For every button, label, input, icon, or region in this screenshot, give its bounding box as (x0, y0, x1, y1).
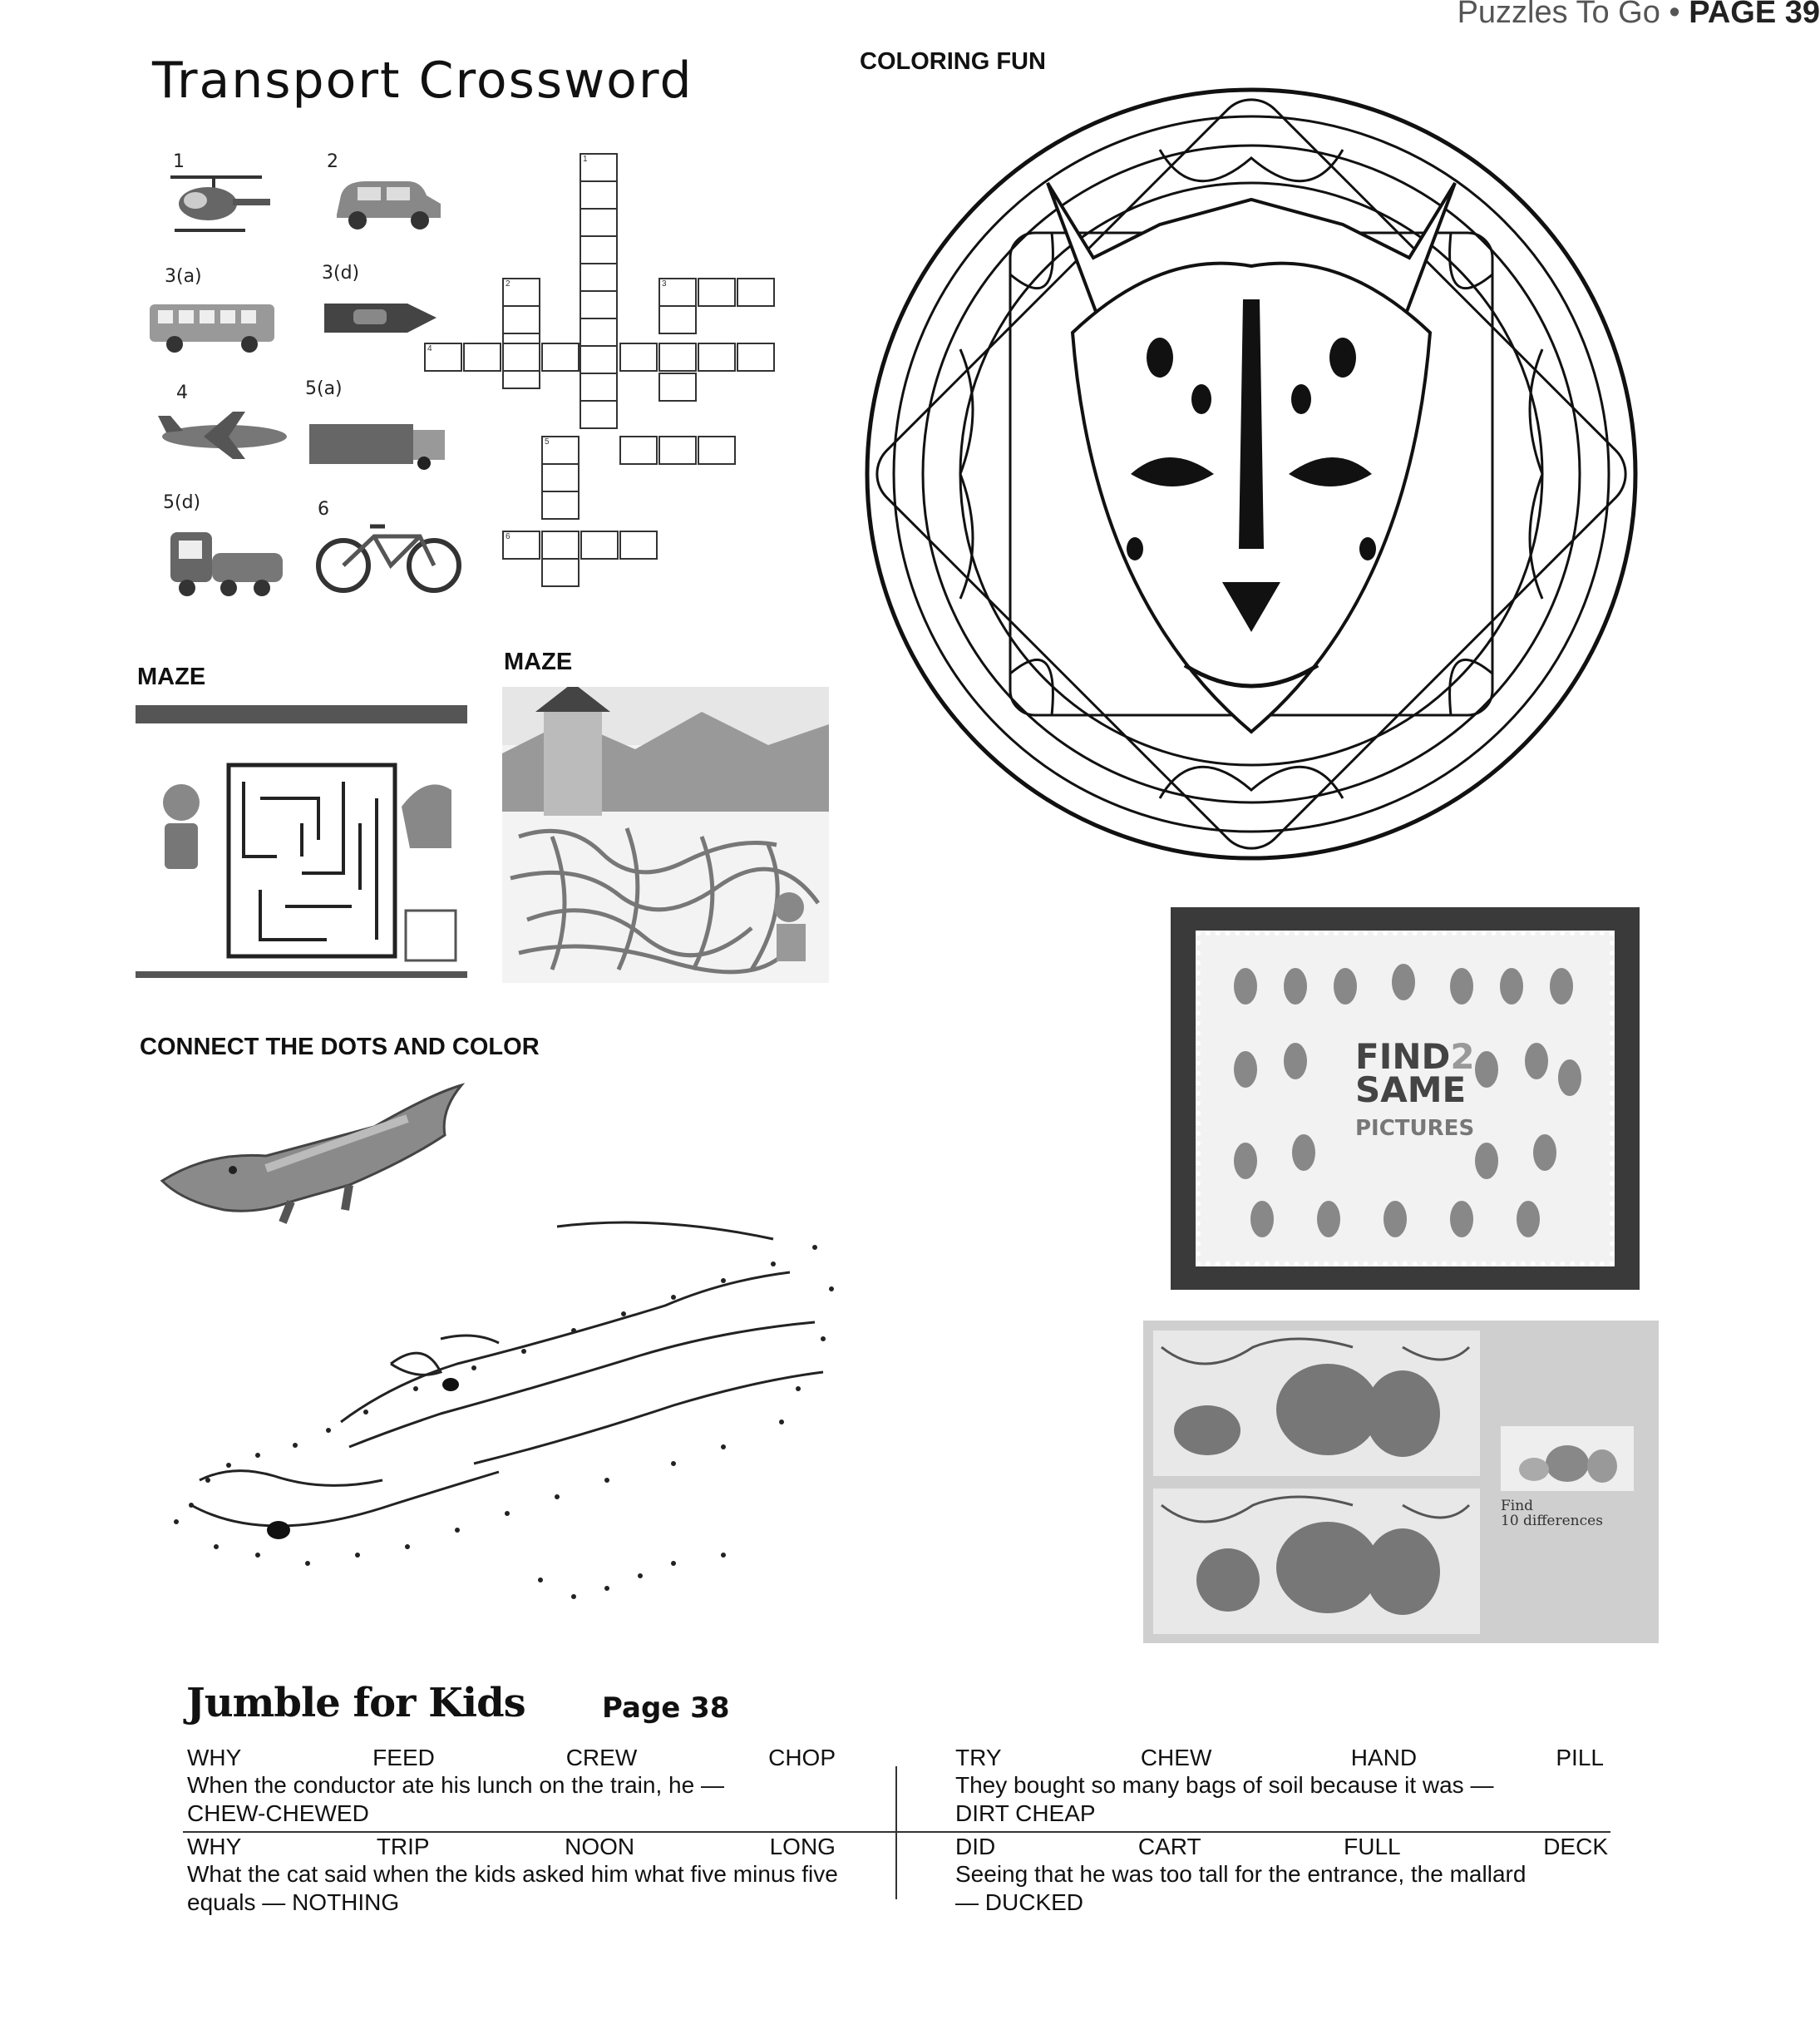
jumble-divider-vertical (895, 1766, 897, 1899)
crossword-cell[interactable] (580, 318, 618, 347)
crossword-cell[interactable] (541, 436, 580, 465)
clue-number-5: 5 (545, 437, 550, 447)
crossword-cell[interactable] (502, 343, 540, 372)
clue-label-1: 1 (173, 151, 185, 172)
crossword-cell[interactable] (541, 343, 580, 372)
crossword-cell[interactable] (658, 278, 697, 307)
crossword-cell[interactable] (658, 305, 697, 334)
jumble-answer: CHEW-CHEWED (187, 1800, 369, 1826)
find-same-line3: PICTURES (1355, 1116, 1475, 1141)
jumble-word: FULL (1344, 1834, 1401, 1859)
crossword-cell[interactable] (698, 278, 736, 307)
differences-thumbnail (1501, 1426, 1634, 1491)
clue-label-5d: 5(d) (163, 492, 201, 513)
crossword-cell[interactable] (580, 180, 618, 210)
maze-1-title: MAZE (137, 664, 206, 690)
clue-label-2: 2 (327, 151, 338, 172)
find-same-pictures-image (1171, 907, 1640, 1290)
lynx-mandala-image (844, 83, 1663, 865)
crossword-cell[interactable] (580, 208, 618, 237)
find-same-line1: FIND (1355, 1036, 1451, 1077)
jumble-page-ref: Page 38 (602, 1691, 730, 1725)
clue-label-3d: 3(d) (322, 263, 360, 284)
maze-2-title: MAZE (504, 649, 573, 675)
crossword-cell[interactable] (619, 531, 658, 560)
header-section: Puzzles To Go • (1457, 0, 1689, 30)
header-page-number: PAGE 39 (1689, 0, 1820, 30)
car-icon (328, 175, 449, 233)
jumble-words (187, 1745, 836, 1771)
clue-label-4: 4 (176, 383, 188, 403)
clue-number-1: 1 (583, 155, 588, 164)
jumble-word: WHY (187, 1834, 242, 1859)
crossword-cell[interactable] (580, 531, 619, 560)
crossword-cell[interactable] (580, 263, 618, 292)
jumble-word: DECK (1543, 1834, 1608, 1859)
jumble-word: TRIP (376, 1834, 430, 1859)
find-same-number: 2 (1450, 1036, 1475, 1077)
jumble-word: PILL (1556, 1745, 1604, 1770)
crossword-cell[interactable] (580, 400, 618, 429)
maze-1-image (136, 705, 467, 978)
crossword-cell[interactable] (698, 436, 736, 465)
differences-caption-line2: 10 differences (1501, 1513, 1603, 1529)
jumble-clue: When the conductor ate his lunch on the train, he — (187, 1772, 724, 1798)
jumble-word: CHOP (768, 1745, 836, 1770)
jumble-word: WHY (187, 1745, 242, 1770)
bus-icon (146, 298, 279, 356)
crossword-title: Transport Crossword (152, 52, 693, 110)
clue-label-3a: 3(a) (165, 266, 202, 287)
crossword-cell[interactable] (737, 343, 775, 372)
differences-caption (1501, 1498, 1603, 1528)
jumble-title: Jumble for Kids (186, 1680, 525, 1726)
jumble-word: FEED (372, 1745, 435, 1770)
coloring-title: COLORING FUN (860, 48, 1046, 75)
crossword-cell[interactable] (737, 278, 775, 307)
page-header (1457, 0, 1820, 31)
clue-label-6: 6 (318, 499, 329, 520)
crossword-cell[interactable] (580, 290, 618, 319)
clue-number-6: 6 (506, 532, 510, 541)
jumble-word: CREW (565, 1745, 638, 1770)
crossword-cell[interactable] (502, 531, 540, 560)
jumble-word: NOON (565, 1834, 635, 1859)
jumble-clue: They bought so many bags of soil because it was — (955, 1772, 1494, 1798)
jumble-words (187, 1834, 836, 1860)
jumble-puzzle-4 (955, 1834, 1608, 1917)
crossword-cell[interactable] (502, 278, 540, 307)
jumble-words (955, 1745, 1604, 1771)
bicycle-icon (312, 511, 466, 595)
crossword-cell[interactable] (619, 436, 658, 465)
crossword-cell[interactable] (698, 343, 736, 372)
jumble-divider-horizontal (183, 1831, 1610, 1833)
find-same-line2: SAME (1355, 1069, 1467, 1110)
crossword-cell[interactable] (541, 491, 580, 520)
jumble-word: CART (1137, 1834, 1201, 1859)
crossword-cell[interactable] (580, 153, 618, 182)
find-same-label (1355, 1036, 1475, 1145)
connect-the-dots-puzzle (141, 1197, 1097, 1630)
crossword-cell[interactable] (580, 235, 618, 264)
clue-number-4: 4 (427, 344, 432, 353)
jumble-word: CHEW (1140, 1745, 1212, 1770)
differences-caption-line1: Find (1501, 1498, 1534, 1514)
crossword-cell[interactable] (580, 345, 618, 374)
crossword-cell[interactable] (424, 343, 462, 372)
jumble-answer: DIRT CHEAP (955, 1800, 1096, 1826)
jumble-word: LONG (769, 1834, 836, 1859)
clue-label-5a: 5(a) (305, 378, 343, 399)
train-icon (162, 520, 291, 599)
boat-icon (320, 291, 441, 341)
jumble-word: HAND (1350, 1745, 1418, 1770)
truck-icon (308, 420, 449, 470)
crossword-cell[interactable] (580, 373, 618, 402)
crossword-cell[interactable] (658, 343, 697, 372)
connect-dots-title: CONNECT THE DOTS AND COLOR (140, 1034, 540, 1060)
find-differences-image (1143, 1321, 1659, 1643)
jumble-words (955, 1834, 1608, 1860)
crossword-cell[interactable] (541, 558, 580, 587)
jumble-word: DID (955, 1834, 996, 1859)
crossword-cell[interactable] (658, 436, 697, 465)
jumble-puzzle-2 (955, 1745, 1612, 1828)
jumble-word: TRY (955, 1745, 1002, 1770)
jumble-clue: Seeing that he was too tall for the entrance, the mallard — DUCKED (955, 1861, 1527, 1915)
jumble-puzzle-3 (187, 1834, 844, 1917)
jumble-puzzle-1 (187, 1745, 852, 1828)
crossword-cell[interactable] (502, 305, 540, 334)
clue-number-3: 3 (662, 279, 667, 289)
jumble-clue: What the cat said when the kids asked him what five minus five equals — NOTHING (187, 1861, 838, 1915)
crossword-cell[interactable] (658, 373, 697, 402)
crossword-cell[interactable] (619, 343, 658, 372)
airplane-icon (154, 407, 291, 462)
crossword-cell[interactable] (541, 463, 580, 492)
clue-number-2: 2 (506, 279, 510, 289)
maze-2-image (502, 687, 829, 983)
crossword-cell[interactable] (541, 531, 580, 560)
crossword-cell[interactable] (463, 343, 501, 372)
helicopter-icon (162, 170, 279, 237)
